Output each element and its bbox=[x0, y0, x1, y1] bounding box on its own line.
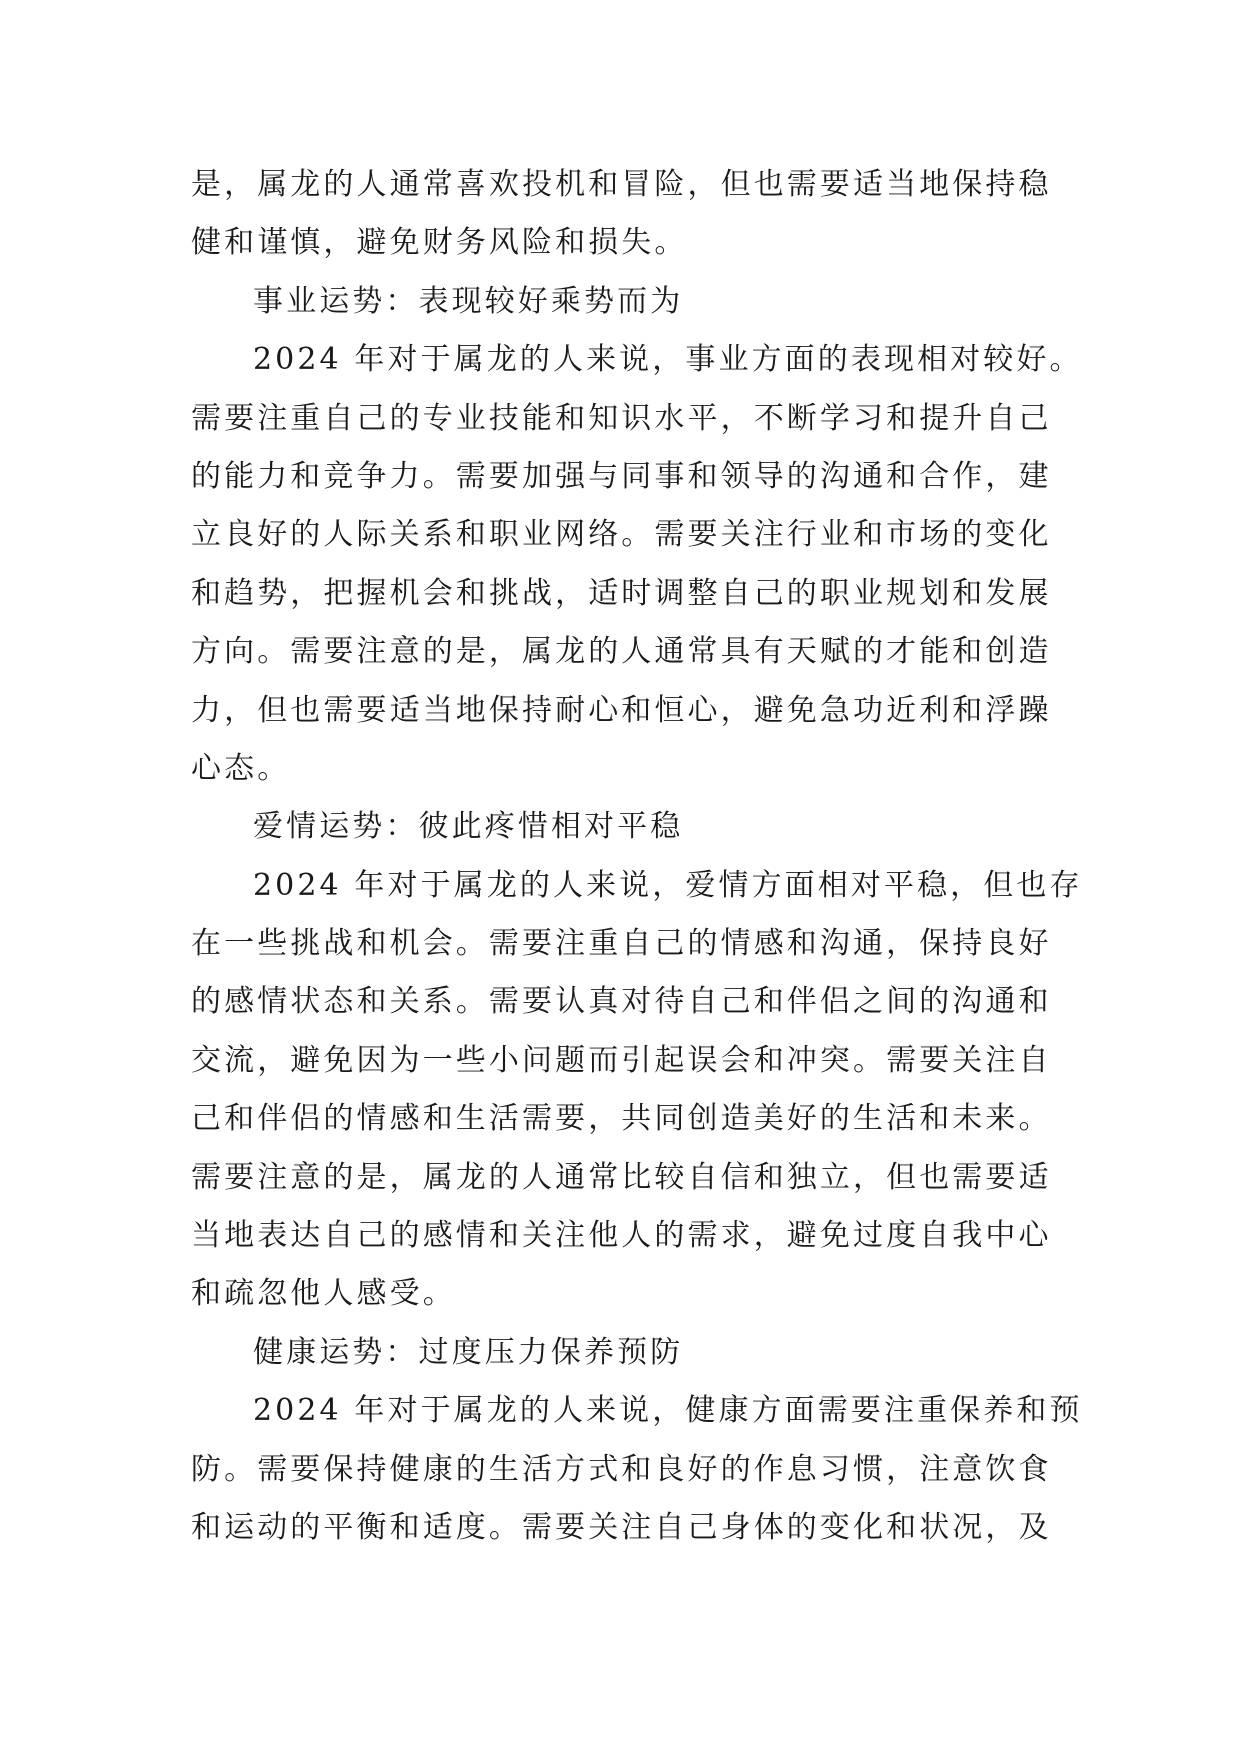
text-line: 力，但也需要适当地保持耐心和恒心，避免急功近利和浮躁 bbox=[191, 692, 1052, 728]
text-line: 的能力和竞争力。需要加强与同事和领导的沟通和合作，建 bbox=[191, 458, 1052, 494]
text-line: 和运动的平衡和适度。需要关注自己身体的变化和状况，及 bbox=[191, 1509, 1052, 1545]
text-line: 在一些挑战和机会。需要注重自己的情感和沟通，保持良好 bbox=[191, 926, 1052, 962]
text-line: 2024 年对于属龙的人来说，爱情方面相对平稳，但也存 bbox=[253, 867, 1083, 903]
text-line: 的感情状态和关系。需要认真对待自己和伴侣之间的沟通和 bbox=[191, 984, 1052, 1020]
text-line: 交流，避免因为一些小问题而引起误会和冲突。需要关注自 bbox=[191, 1042, 1052, 1078]
text-line: 2024 年对于属龙的人来说，事业方面的表现相对较好。 bbox=[253, 342, 1083, 378]
text-line: 当地表达自己的感情和关注他人的需求，避免过度自我中心 bbox=[191, 1218, 1052, 1254]
text-line: 是，属龙的人通常喜欢投机和冒险，但也需要适当地保持稳 bbox=[191, 167, 1052, 202]
text-line: 防。需要保持健康的生活方式和良好的作息习惯，注意饮食 bbox=[191, 1451, 1052, 1487]
text-line: 立良好的人际关系和职业网络。需要关注行业和市场的变化 bbox=[191, 517, 1052, 553]
text-line: 需要注意的是，属龙的人通常比较自信和独立，但也需要适 bbox=[191, 1159, 1052, 1195]
section-heading-love: 爱情运势：彼此疼惜相对平稳 bbox=[253, 809, 684, 845]
text-line: 需要注重自己的专业技能和知识水平，不断学习和提升自己 bbox=[191, 400, 1052, 436]
text-line: 和疏忽他人感受。 bbox=[191, 1276, 456, 1312]
section-heading-career: 事业运势：表现较好乘势而为 bbox=[253, 283, 684, 319]
document-page bbox=[191, 156, 1083, 1557]
text-line: 和趋势，把握机会和挑战，适时调整自己的职业规划和发展 bbox=[191, 575, 1052, 611]
text-line: 心态。 bbox=[191, 750, 291, 786]
section-heading-health: 健康运势：过度压力保养预防 bbox=[253, 1334, 684, 1370]
text-line: 健和谨慎，避免财务风险和损失。 bbox=[191, 225, 688, 261]
text-line: 方向。需要注意的是，属龙的人通常具有天赋的才能和创造 bbox=[191, 634, 1052, 670]
text-line: 2024 年对于属龙的人来说，健康方面需要注重保养和预 bbox=[253, 1393, 1083, 1429]
text-line: 己和伴侣的情感和生活需要，共同创造美好的生活和未来。 bbox=[191, 1101, 1052, 1137]
